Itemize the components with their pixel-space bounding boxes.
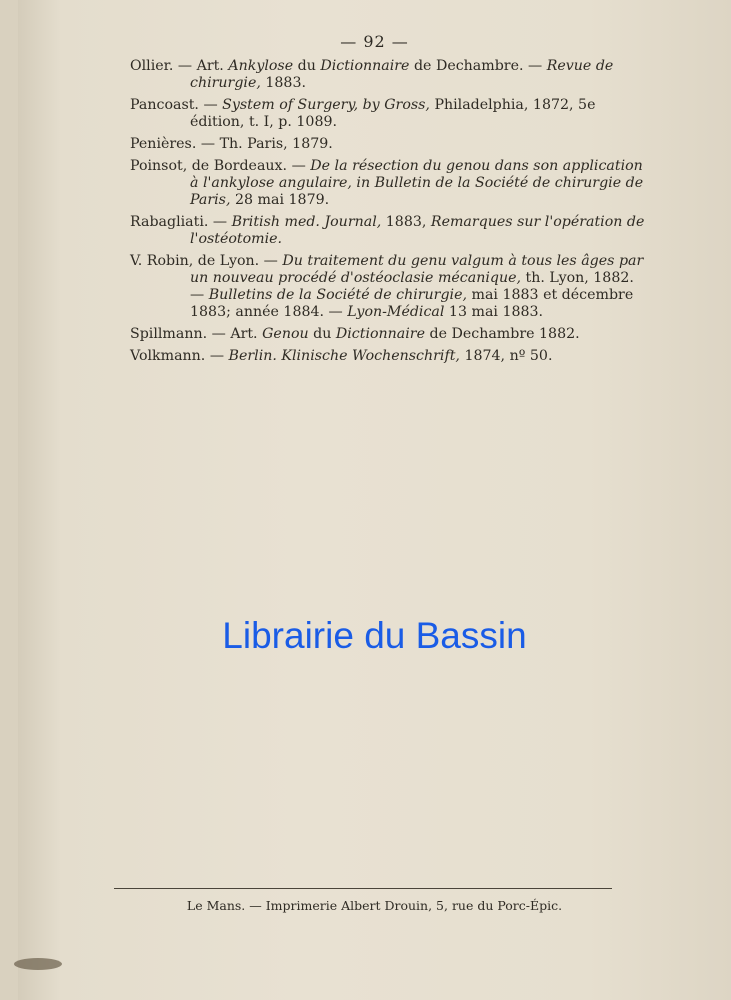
reference-title: Bulletins de la Société de chirurgie, bbox=[208, 287, 467, 303]
reference-text: — bbox=[259, 253, 283, 269]
reference-text: — bbox=[205, 348, 229, 364]
reference-title: British med. Journal, bbox=[231, 214, 382, 230]
reference-text: de Dechambre. — bbox=[409, 58, 547, 74]
reference-text: — bbox=[198, 97, 223, 113]
bibliography-list bbox=[130, 58, 645, 370]
reference-title: Lyon-Médical bbox=[347, 304, 445, 320]
reference-text: du bbox=[293, 58, 321, 74]
page-number: — 92 — bbox=[340, 32, 409, 51]
reference-author: Pancoast. bbox=[130, 97, 199, 113]
reference-title: Berlin. Klinische Wochenschrift, bbox=[228, 348, 460, 364]
reference-author: Penières. bbox=[130, 136, 197, 152]
reference-entry bbox=[130, 158, 645, 209]
reference-title: De la résection du genou dans son application à l'ankylose angulaire, in Bulletin de la Société de chirurgie de Paris, bbox=[190, 158, 644, 208]
reference-entry bbox=[130, 253, 645, 321]
reference-entry bbox=[130, 348, 645, 365]
reference-title: Dictionnaire bbox=[335, 326, 425, 342]
reference-author: Ollier. bbox=[130, 58, 174, 74]
reference-author: Rabagliati. bbox=[130, 214, 209, 230]
reference-text: 1883. bbox=[260, 75, 306, 91]
reference-text: — bbox=[208, 214, 232, 230]
reference-author: Volkmann. bbox=[130, 348, 206, 364]
reference-text: — Art. bbox=[173, 58, 229, 74]
reference-title: Dictionnaire bbox=[320, 58, 410, 74]
reference-author: Spillmann. bbox=[130, 326, 208, 342]
book-page bbox=[18, 0, 731, 1000]
reference-text: de Dechambre 1882. bbox=[424, 326, 580, 342]
paper-stain bbox=[14, 958, 62, 970]
reference-entry bbox=[130, 58, 645, 92]
reference-title: System of Surgery, by Gross, bbox=[222, 97, 430, 113]
reference-title: Remarques sur l'opération de l'ostéotomie. bbox=[190, 214, 645, 247]
reference-text: th. Lyon, 1882. — bbox=[190, 270, 634, 303]
reference-text: — bbox=[287, 158, 311, 174]
reference-entry bbox=[130, 97, 645, 131]
reference-text: du bbox=[308, 326, 336, 342]
watermark-text: Librairie du Bassin bbox=[222, 615, 527, 656]
reference-text: 1874, nº 50. bbox=[459, 348, 553, 364]
footer-rule bbox=[114, 888, 612, 889]
reference-text: — Th. Paris, 1879. bbox=[196, 136, 333, 152]
reference-entry bbox=[130, 326, 645, 343]
reference-text: Philadelphia, 1872, 5e édition, t. I, p. 1089. bbox=[190, 97, 596, 130]
reference-entry bbox=[130, 136, 645, 153]
reference-entry bbox=[130, 214, 645, 248]
reference-text: 1883, bbox=[381, 214, 431, 230]
reference-title: Genou bbox=[262, 326, 309, 342]
reference-author: Poinsot, de Bordeaux. bbox=[130, 158, 288, 174]
printer-imprint: Le Mans. — Imprimerie Albert Drouin, 5, rue du Porc-Épic. bbox=[186, 898, 563, 913]
reference-text: 28 mai 1879. bbox=[230, 192, 330, 208]
reference-author: V. Robin, de Lyon. bbox=[130, 253, 260, 269]
reference-text: — Art. bbox=[207, 326, 263, 342]
reference-text: 13 mai 1883. bbox=[444, 304, 544, 320]
reference-title: Revue de chirurgie, bbox=[190, 58, 614, 91]
reference-title: Du traitement du genu valgum à tous les âges par un nouveau procédé d'ostéoclasie mécanique, bbox=[190, 253, 644, 286]
reference-text: mai 1883 et décembre 1883; année 1884. — bbox=[190, 287, 634, 320]
reference-title: Ankylose bbox=[228, 58, 294, 74]
